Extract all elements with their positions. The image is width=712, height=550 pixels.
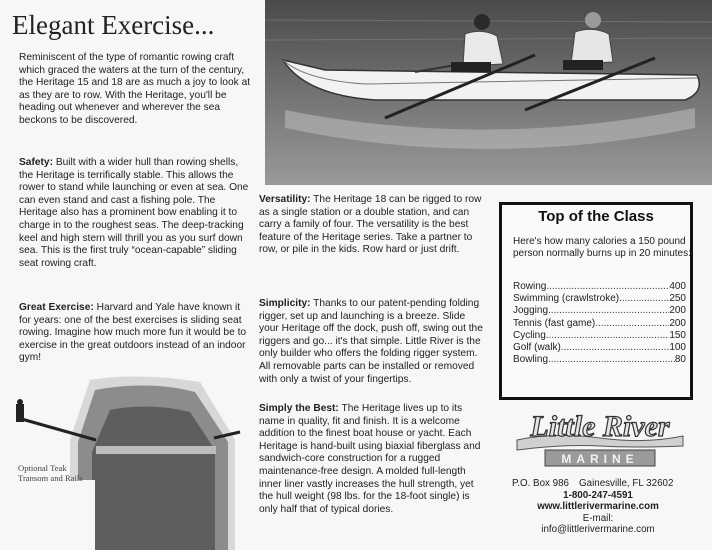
simplicity-paragraph [259, 298, 487, 386]
box-title: Top of the Class [538, 208, 654, 225]
safety-heading: Safety: [19, 157, 53, 168]
little-river-marine-logo [515, 402, 685, 470]
email-label: E-mail: [582, 512, 614, 524]
activity-label: Jogging [513, 305, 549, 317]
calorie-value: 200 [669, 305, 686, 317]
transom-photo [0, 370, 250, 550]
calorie-row [513, 330, 686, 342]
calorie-value: 200 [669, 317, 686, 329]
calorie-row [513, 281, 686, 293]
logo-line2: MARINE [561, 452, 639, 466]
calorie-value: 150 [669, 329, 686, 341]
great-exercise-paragraph [19, 302, 253, 365]
great-exercise-heading: Great Exercise: [19, 302, 94, 313]
phone: 1-800-247-4591 [563, 489, 633, 501]
calorie-row [513, 305, 686, 317]
simply-best-paragraph [259, 403, 487, 516]
simplicity-text: Thanks to our patent-pending folding rigger, set up and launching is a breeze. Slide your Heritage off the dock, push off, swing out the riggers and go... it's that simple. Little River is the only builder who offers the folding rigger system. All removable parts can be installed or removed with only a twist of your fingertips. [259, 298, 483, 385]
calorie-value: 400 [669, 281, 686, 292]
simply-best-heading: Simply the Best: [259, 403, 339, 414]
simplicity-heading: Simplicity: [259, 298, 311, 309]
calorie-row [513, 354, 686, 366]
activity-label: Tennis (fast game) [513, 317, 596, 329]
rowing-photo [265, 0, 712, 185]
email-link[interactable]: info@littlerivermarine.com [541, 524, 655, 535]
top-of-class-box [499, 202, 693, 400]
great-exercise-text: Harvard and Yale have known it for years: one of the best exercises is sliding seat rowing. Imagine how much more fun it would be to exercise in the great outdoors instead of an indoor gym! [19, 302, 247, 364]
versatility-text: The Heritage 18 can be rigged to row as a single station or a double station, and can carry a family of four. The versatility is the best feature of the Heritage series. Take a partner to row, or pile in the kids. Row hard or just drift. [259, 194, 482, 256]
logo-line1: Little River [530, 410, 670, 443]
calorie-value: 250 [669, 293, 686, 305]
calorie-row [513, 318, 686, 330]
activity-label: Rowing [513, 281, 547, 292]
calorie-row [513, 342, 686, 354]
contact-block [498, 478, 698, 536]
safety-text: Built with a wider hull than rowing shells, the Heritage is terrifically stable. This allows the rower to stand while launching or even at sea. One can even stand and cast a fishing pole. The Heritage also has a prominent bow enabling it to charge in to the roughest seas. The deep-tracking keel and high stern will thrill you as you surf down sea. This is the first truly “ocean-capable” sliding seat rowing craft. [19, 157, 249, 269]
simply-best-text: The Heritage lives up to its name in quality, fit and finish. It is a welcome addition to the finest boat house or yacht. Each Heritage is hand-built using biaxial fiberglass and sandwich-core construction for a rugged maintenance-free design. A molded full-length inner liner vastly increases the hull strength, yet the hull weight (98 lbs. for the 18-foot single) is only half that of typical dories. [259, 403, 481, 515]
transom-caption: Optional Teak Transom and Rails [18, 463, 83, 483]
po-box: P.O. Box 986 [512, 478, 570, 489]
safety-paragraph [19, 157, 253, 270]
website-link[interactable]: www.littlerivermarine.com [537, 501, 659, 512]
calorie-value: 80 [674, 354, 686, 366]
box-intro: Here's how many calories a 150 pound person normally burns up in 20 minutes: [513, 236, 691, 260]
activity-label: Swimming (crawlstroke) [513, 293, 620, 305]
versatility-paragraph [259, 194, 487, 257]
calorie-row [513, 293, 686, 305]
activity-label: Bowling [513, 354, 549, 366]
city: Gainesville, FL 32602 [579, 478, 674, 489]
calorie-list [513, 281, 686, 366]
activity-label: Cycling [513, 329, 546, 341]
intro-paragraph: Reminiscent of the type of romantic rowing craft which graced the waters at the turn of the century, the Heritage 15 and 18 are as much a joy to look at as they are to row. With the Heritage, you'll be heading out whenever and wherever the sea beckons to be discovered. [19, 52, 251, 126]
activity-label: Golf (walk) [513, 342, 561, 354]
page-title: Elegant Exercise... [12, 10, 215, 40]
calorie-value: 100 [669, 342, 686, 354]
versatility-heading: Versatility: [259, 194, 311, 205]
